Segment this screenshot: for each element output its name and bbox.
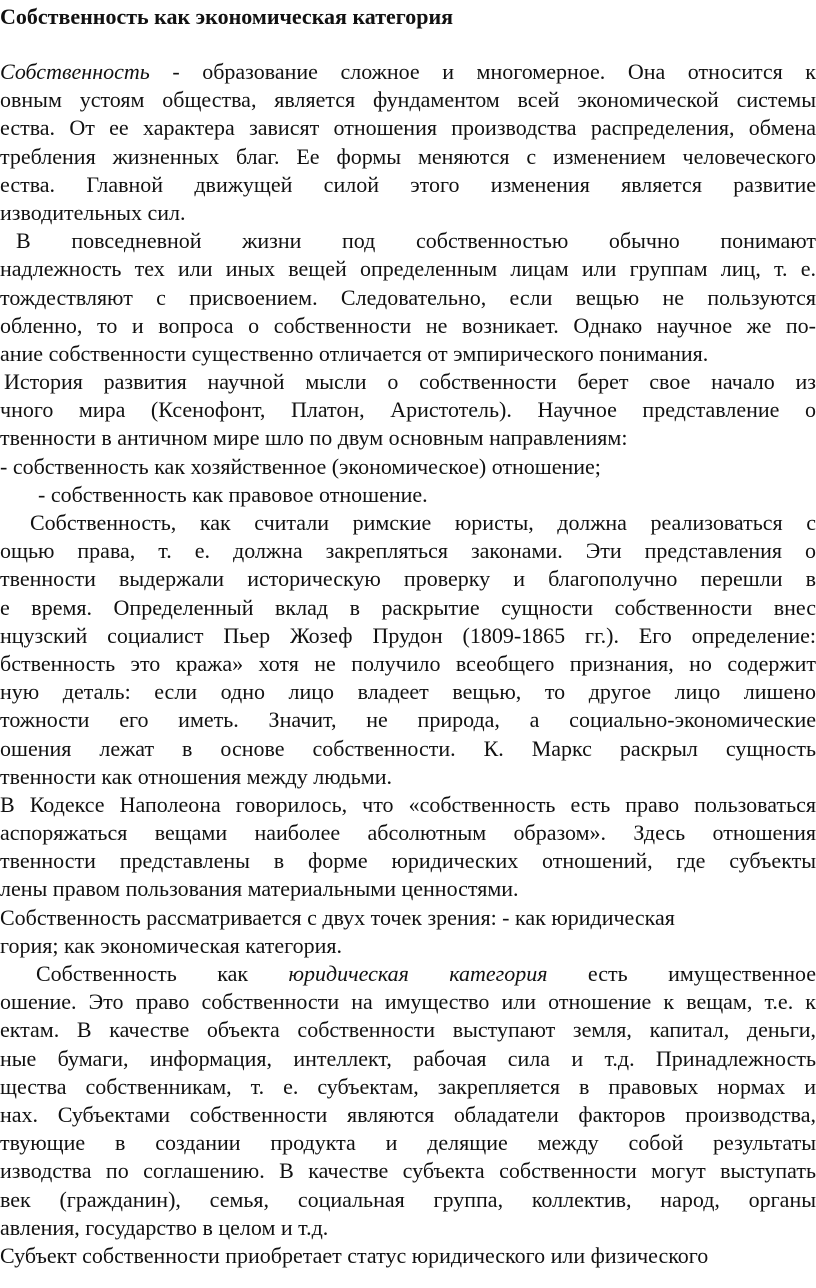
text-line	[0, 1073, 816, 1101]
line-text: требления жизненных благ. Ее формы меняются с изменением человеческого	[0, 143, 816, 169]
text-line	[0, 706, 816, 734]
line-text: нцузский социалист Пьер Жозеф Прудон (1809-1865 гг.). Его определение:	[0, 622, 816, 648]
line-text: Собственность рассматривается с двух точек зрения: - как юридическая	[0, 904, 675, 930]
line-text: Субъект собственности приобретает статус юридического или физического	[0, 1242, 709, 1268]
line-text: щества собственникам, т. е. субъектам, закрепляется в правовых нормах и	[0, 1073, 816, 1099]
line-text: Собственность, как считали римские юристы, должна реализоваться с	[30, 510, 816, 535]
text-line	[0, 255, 816, 283]
text-line	[0, 847, 816, 875]
line-text: твенности как отношения между людьми.	[0, 763, 392, 789]
line-text: ества. Главной движущей силой этого изменения является развитие	[0, 171, 816, 197]
text-line	[0, 1157, 816, 1185]
text-line	[0, 1214, 816, 1242]
document-body	[0, 58, 816, 1270]
line-text: есть имущественное	[547, 961, 816, 986]
text-line	[0, 594, 816, 622]
line-text: бственность это кража» хотя не получило всеобщего признания, но содержит	[0, 650, 816, 676]
line-text: - собственность как хозяйственное (экономическое) отношение;	[0, 453, 601, 479]
line-text: гория; как экономическая категория.	[0, 932, 343, 958]
text-line	[0, 537, 816, 565]
line-text: лены правом пользования материальными ценностями.	[0, 876, 519, 902]
text-line	[0, 565, 816, 593]
text-line	[0, 312, 816, 340]
text-line	[0, 424, 816, 452]
text-line	[0, 509, 816, 537]
text-line	[0, 988, 816, 1016]
line-text: е время. Определенный вклад в раскрытие сущности собственности внес	[0, 594, 816, 620]
line-text: твенности представлены в форме юридических отношений, где субъекты	[0, 848, 816, 874]
text-line	[0, 1045, 816, 1073]
emphasis-text: юридическая категория	[288, 961, 548, 986]
text-line	[0, 1016, 816, 1044]
line-text: авления, государство в целом и т.д.	[0, 1214, 329, 1240]
line-text: История развития научной мысли о собственности берет свое начало из	[4, 369, 816, 395]
text-line	[0, 875, 816, 903]
text-line	[0, 960, 816, 988]
text-line	[0, 58, 816, 86]
line-text: твующие в создании продукта и делящие между собой результаты	[0, 1130, 816, 1156]
text-line	[0, 453, 816, 481]
line-text: ества. От ее характера зависят отношения производства распределения, обмена	[0, 115, 816, 141]
text-line	[0, 368, 816, 396]
line-text: тождествляют с присвоением. Следовательно, если вещью не пользуются	[0, 284, 816, 310]
text-line	[0, 622, 816, 650]
line-text: ную деталь: если одно лицо владеет вещью, то другое лицо лишено	[0, 679, 816, 705]
line-text: ошение. Это право собственности на имущество или отношение к вещам, т.е. к	[0, 989, 816, 1015]
line-text: ектам. В качестве объекта собственности выступают земля, капитал, деньги,	[0, 1017, 816, 1043]
document-title: Собственность как экономическая категория	[0, 4, 454, 29]
text-line	[0, 227, 816, 255]
line-text: изводства по соглашению. В качестве субъекта собственности могут выступать	[0, 1158, 816, 1184]
text-line	[0, 678, 816, 706]
line-text: нах. Субъектами собственности являются обладатели факторов производства,	[0, 1101, 816, 1127]
line-text: В повседневной жизни под собственностью обычно понимают	[16, 228, 816, 254]
line-text: чного мира (Ксенофонт, Платон, Аристотель). Научное представление о	[0, 397, 816, 423]
line-text: - образование сложное и многомерное. Она относится к	[149, 59, 816, 84]
line-text: изводительных сил.	[0, 199, 186, 225]
text-line	[0, 1129, 816, 1157]
text-line	[0, 650, 816, 678]
text-line	[0, 396, 816, 424]
line-text: ощью права, т. е. должна закрепляться законами. Эти представления о	[0, 538, 816, 564]
line-text: ошения лежат в основе собственности. К. Маркс раскрыл сущность	[0, 735, 816, 761]
line-text: овным устоям общества, является фундаментом всей экономической системы	[0, 87, 816, 113]
line-text: Собственность как	[36, 961, 289, 986]
text-line	[0, 1101, 816, 1129]
text-line	[0, 199, 816, 227]
text-line	[0, 86, 816, 114]
line-text: твенности выдержали историческую проверку и благополучно перешли в	[0, 566, 816, 592]
line-text: надлежность тех или иных вещей определенным лицам или группам лиц, т. е.	[0, 256, 816, 282]
text-line	[0, 284, 816, 312]
emphasis-text: Собственность	[0, 59, 150, 84]
text-line	[0, 340, 816, 368]
text-line	[0, 143, 816, 171]
text-line	[0, 763, 816, 791]
text-line	[0, 791, 816, 819]
line-text: тожности его иметь. Значит, не природа, а социально-экономические	[0, 707, 816, 733]
text-line	[0, 904, 816, 932]
text-line	[0, 171, 816, 199]
line-text: ные бумаги, информация, интеллект, рабочая сила и т.д. Принадлежность	[0, 1045, 816, 1071]
line-text: аспоряжаться вещами наиболее абсолютным образом». Здесь отношения	[0, 820, 816, 846]
line-text: век (гражданин), семья, социальная группа, коллектив, народ, органы	[0, 1186, 816, 1212]
line-text: ание собственности существенно отличается от эмпирического понимания.	[0, 340, 709, 366]
line-text: В Кодексе Наполеона говорилось, что «собственность есть право пользоваться	[0, 791, 816, 817]
text-line	[0, 735, 816, 763]
text-line	[0, 481, 816, 509]
text-line	[0, 819, 816, 847]
text-line	[0, 1186, 816, 1214]
line-text: обленно, то и вопроса о собственности не возникает. Однако научное же по-	[0, 312, 816, 338]
line-text: твенности в античном мире шло по двум основным направлениям:	[0, 425, 628, 451]
text-line	[0, 114, 816, 142]
text-line	[0, 1242, 816, 1270]
line-text: - собственность как правовое отношение.	[38, 481, 428, 507]
text-line	[0, 932, 816, 960]
